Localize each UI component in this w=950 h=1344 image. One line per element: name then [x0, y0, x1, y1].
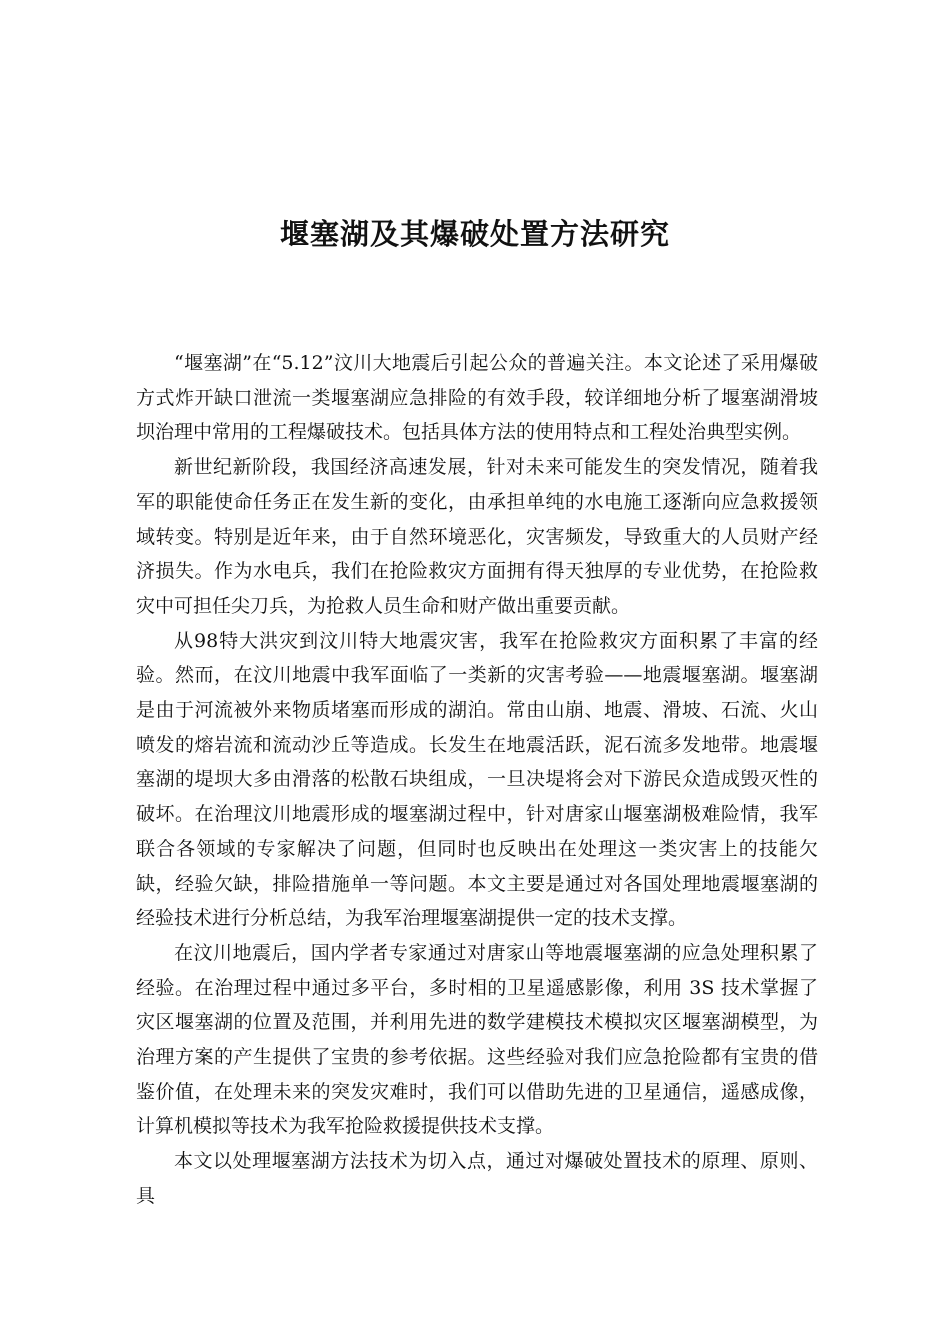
page-title: 堰塞湖及其爆破处置方法研究 [279, 217, 670, 251]
paragraph-5: 本文以处理堰塞湖方法技术为切入点，通过对爆破处置技术的原理、原则、具 [136, 1150, 818, 1207]
paragraph-4: 在汶川地震后，国内学者专家通过对唐家山等地震堰塞湖的应急处理积累了经验。在治理过程中通过多平台，多时相的卫星遥感影像，利用 3S 技术掌握了灾区堰塞湖的位置及范围，并利用先进的数学建模技术模拟灾区堰塞湖模型，为治理方案的产生提供了宝贵的参考依据。这些经验对我们应急抢险都有宝贵的借鉴价值，在处理未来的突发灾难时，我们可以借助先进的卫星通信，遥感成像，计算机模拟等技术为我军抢险救援提供技术支撑。 [136, 941, 818, 1138]
paragraph-2: 新世纪新阶段，我国经济高速发展，针对未来可能发生的突发情况，随着我军的职能使命任务正在发生新的变化，由承担单纯的水电施工逐渐向应急救援领域转变。特别是近年来，由于自然环境恶化，灾害频发，导致重大的人员财产经济损失。作为水电兵，我们在抢险救灾方面拥有得天独厚的专业优势，在抢险救灾中可担任尖刀兵，为抢救人员生命和财产做出重要贡献。 [136, 456, 818, 617]
body-text [136, 346, 818, 1214]
paragraph-1: “堰塞湖”在“5.12”汶川大地震后引起公众的普遍关注。本文论述了采用爆破方式炸开缺口泄流一类堰塞湖应急排险的有效手段，较详细地分析了堰塞湖滑坡坝治理中常用的工程爆破技术。包括具体方法的使用特点和工程处治典型实例。 [136, 352, 818, 444]
paragraph-3: 从98特大洪灾到汶川特大地震灾害，我军在抢险救灾方面积累了丰富的经验。然而，在汶川地震中我军面临了一类新的灾害考验——地震堰塞湖。堰塞湖是由于河流被外来物质堵塞而形成的湖泊。常由山崩、地震、滑坡、石流、火山喷发的熔岩流和流动沙丘等造成。长发生在地震活跃，泥石流多发地带。地震堰塞湖的堤坝大多由滑落的松散石块组成，一旦决堤将会对下游民众造成毁灭性的破坏。在治理汶川地震形成的堰塞湖过程中，针对唐家山堰塞湖极难险情，我军联合各领域的专家解决了问题，但同时也反映出在处理这一类灾害上的技能欠缺，经验欠缺，排险措施单一等问题。本文主要是通过对各国处理地震堰塞湖的经验技术进行分析总结，为我军治理堰塞湖提供一定的技术支撑。 [136, 629, 818, 930]
